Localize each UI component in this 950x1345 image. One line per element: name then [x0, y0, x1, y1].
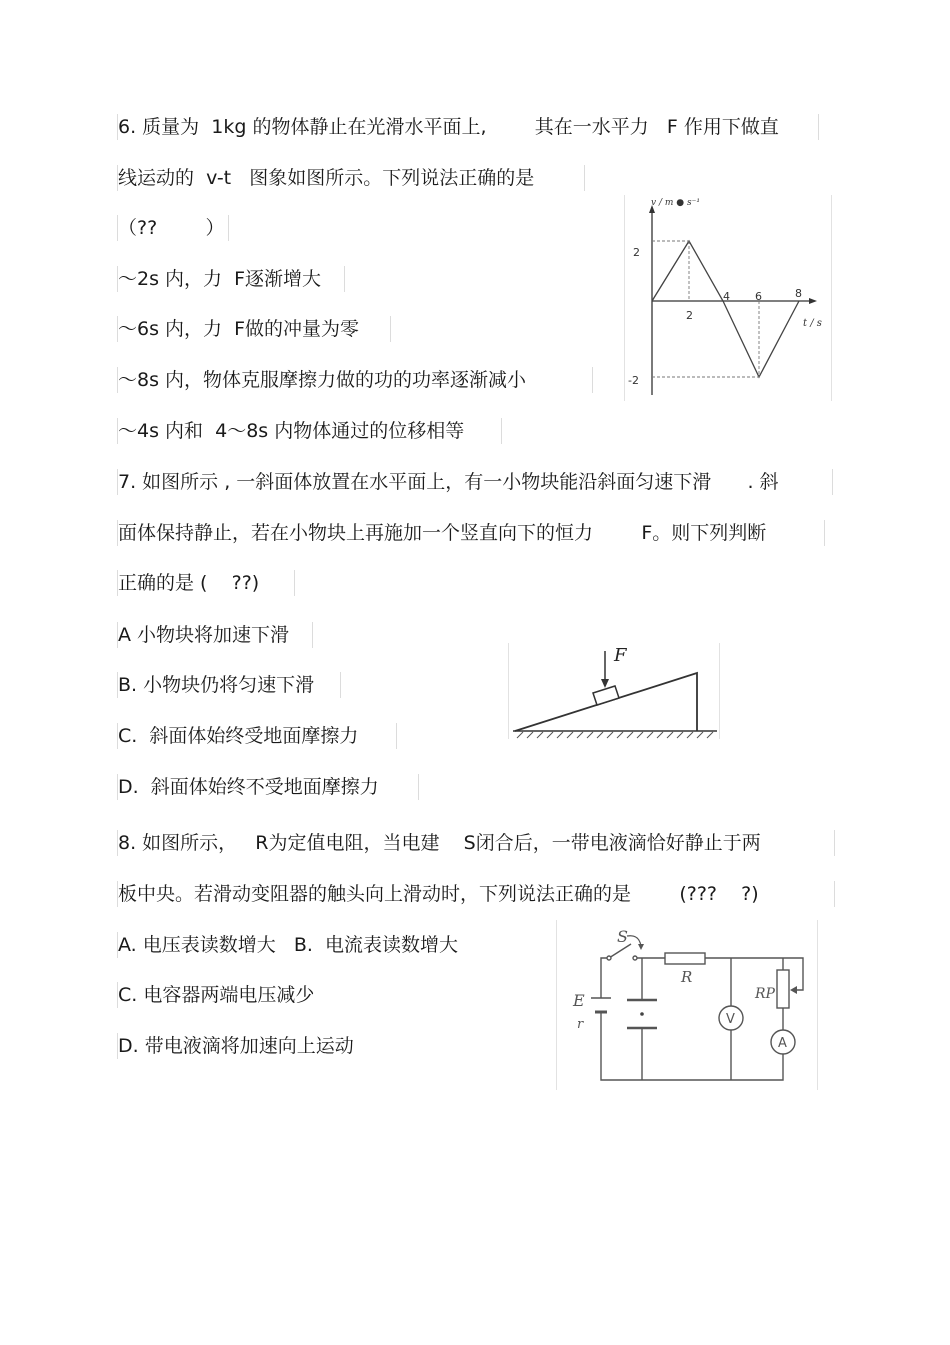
emf-label: E	[573, 991, 585, 1010]
vt-xlabel: t / s	[803, 318, 822, 329]
q7-option-d: D. 斜面体始终不受地面摩擦力	[117, 774, 419, 800]
q8-stem-line-1: 8. 如图所示， R为定值电阻，当电建 S闭合后，一带电液滴恰好静止于两	[117, 830, 835, 856]
q8-option-c: C. 电容器两端电压减少	[117, 982, 426, 1008]
internal-resistance-label: r	[577, 1017, 584, 1032]
q7-stem-line-1: 7. 如图所示 , 一斜面体放置在水平面上，有一小物块能沿斜面匀速下滑 . 斜	[117, 469, 833, 495]
circuit-svg	[557, 920, 817, 1090]
force-label: F	[614, 645, 627, 666]
vt-graph-figure	[624, 195, 832, 401]
q7-option-b: B. 小物块仍将匀速下滑	[117, 672, 341, 698]
incline-figure	[508, 643, 720, 739]
q6-option-b: ～6s 内，力 F做的冲量为零	[117, 316, 391, 342]
q7-stem-line-2: 面体保持静止，若在小物块上再施加一个竖直向下的恒力 F。则下列判断	[117, 520, 825, 546]
switch-label: S	[617, 927, 628, 946]
incline-svg	[509, 643, 719, 739]
q6-answer-blank: （?? ）	[117, 215, 229, 241]
q8-option-ab: A. 电压表读数增大 B. 电流表读数增大	[117, 932, 506, 958]
q6-stem-line-1: 6. 质量为 1kg 的物体静止在光滑水平面上, 其在一水平力 F 作用下做直	[117, 114, 819, 140]
block	[593, 686, 619, 705]
q7-option-a: A 小物块将加速下滑	[117, 622, 313, 648]
rheostat-label: RP	[755, 986, 775, 1002]
resistor-label: R	[681, 968, 693, 986]
vt-ytick-neg2: -2	[628, 374, 639, 387]
q8-stem-line-2: 板中央。若滑动变阻器的触头向上滑动时，下列说法正确的是 (??? ?)	[117, 881, 835, 907]
circuit-figure	[556, 920, 818, 1090]
vt-xtick-8: 8	[795, 287, 802, 300]
q6-option-c: ～8s 内，物体克服摩擦力做的功的功率逐渐减小	[117, 367, 593, 393]
vt-xtick-4: 4	[723, 290, 730, 303]
q8-option-d: D. 带电液滴将加速向上运动	[117, 1033, 426, 1059]
q6-stem-line-2: 线运动的 v-t 图象如图所示。下列说法正确的是	[117, 165, 585, 191]
vt-xtick-2: 2	[686, 309, 693, 322]
vt-graph-svg	[625, 195, 831, 401]
q6-option-d: ～4s 内和 4～8s 内物体通过的位移相等	[117, 418, 502, 444]
q6-option-a: ～2s 内，力 F逐渐增大	[117, 266, 345, 292]
q7-stem-line-3: 正确的是 ( ??)	[117, 570, 295, 596]
vt-xtick-6: 6	[755, 290, 762, 303]
vt-curve	[652, 241, 799, 377]
vt-ytick-2: 2	[633, 246, 640, 259]
vt-ylabel: v / m ● s⁻¹	[651, 198, 700, 208]
voltmeter-label: V	[726, 1012, 735, 1027]
ammeter-label: A	[778, 1036, 787, 1051]
q7-option-c: C. 斜面体始终受地面摩擦力	[117, 723, 397, 749]
